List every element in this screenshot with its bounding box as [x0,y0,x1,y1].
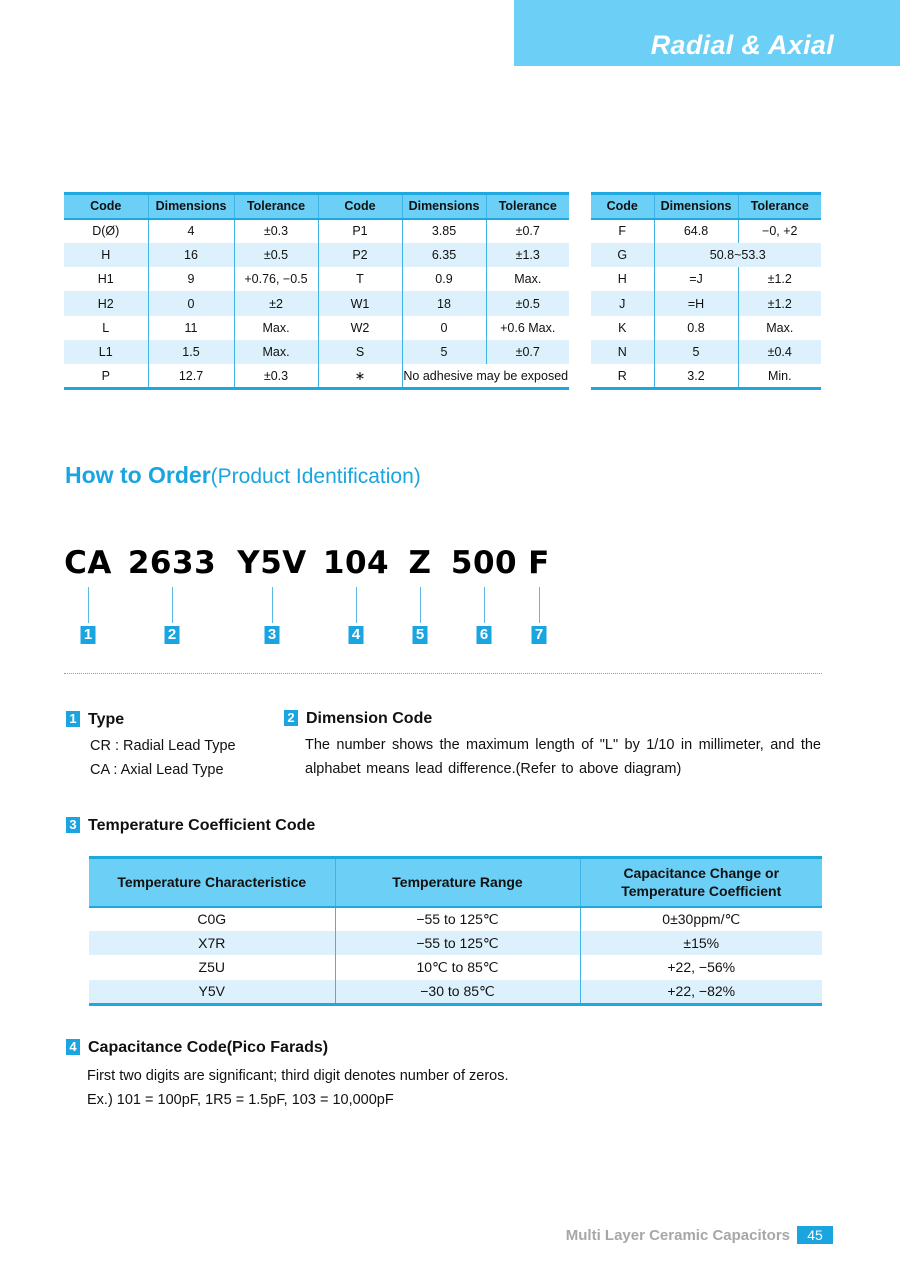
col-header: Code [64,194,148,219]
dimension-code-heading: 2 Dimension Code [284,710,432,728]
col-header: Code [318,194,402,219]
dimension-table-1 [64,192,569,390]
connector-line [484,587,485,623]
connector-line [172,587,173,623]
capacitance-code-heading: 4 Capacitance Code(Pico Farads) [66,1039,328,1057]
type-heading: 1 Type [66,711,124,729]
part-number-badge: 5 [413,626,428,644]
col-header: Temperature Range [335,858,580,907]
page-number: 45 [797,1226,833,1244]
code-part-tolerance: Z [408,545,432,581]
table-row: H2 0 ±2 W1 18 ±0.5 [64,291,569,315]
table-row: N 5 ±0.4 [591,340,821,364]
table-row: Z5U 10℃ to 85℃ +22, −56% [89,955,822,979]
table-row: P 12.7 ±0.3 ∗ No adhesive may be exposed [64,364,569,388]
table-row: J =H ±1.2 [591,291,821,315]
col-header: Code [591,194,654,219]
table-row: C0G −55 to 125℃ 0±30ppm/℃ [89,907,822,931]
table-row: X7R −55 to 125℃ ±15% [89,931,822,955]
connector-line [88,587,89,623]
table-row: D(Ø) 4 ±0.3 P1 3.85 ±0.7 [64,219,569,243]
table-row: F 64.8 −0, +2 [591,219,821,243]
table-row: G 50.8~53.3 [591,243,821,267]
col-header: Dimensions [654,194,738,219]
col-header: Dimensions [148,194,234,219]
col-header: Tolerance [486,194,569,219]
col-header: Capacitance Change or Temperature Coefficient [580,858,822,907]
table-row: R 3.2 Min. [591,364,821,388]
code-part-type: CA [64,545,112,581]
table-row: H =J ±1.2 [591,267,821,291]
connector-line [272,587,273,623]
connector-line [356,587,357,623]
part-number-example [0,545,900,585]
col-header: Tolerance [738,194,821,219]
how-to-order-title: How to Order(Product Identification) [65,462,421,488]
header-banner [514,0,900,66]
part-number-badge: 3 [265,626,280,644]
type-description: CR : Radial Lead Type CA : Axial Lead Type [90,738,236,778]
part-number-badge: 6 [477,626,492,644]
dotted-divider [64,673,822,674]
code-part-dimension: 2633 [127,545,217,581]
table-row: K 0.8 Max. [591,316,821,340]
part-number-badge: 1 [81,626,96,644]
dimension-table-2 [591,192,821,390]
section-number-badge: 1 [66,711,80,727]
col-header: Temperature Characteristice [89,858,335,907]
section-number-badge: 3 [66,817,80,833]
section-number-badge: 2 [284,710,298,726]
page-category-title: Radial & Axial [650,30,834,60]
note-cell: No adhesive may be exposed [402,364,569,388]
table-row: L1 1.5 Max. S 5 ±0.7 [64,340,569,364]
connector-line [420,587,421,623]
temperature-coefficient-table [89,856,822,1006]
section-number-badge: 4 [66,1039,80,1055]
temp-coef-heading: 3 Temperature Coefficient Code [66,817,315,835]
table-row: H 16 ±0.5 P2 6.35 ±1.3 [64,243,569,267]
dimension-code-description: The number shows the maximum length of "L" by 1/10 in millimeter, and the alphabet means lead difference.(Refer to above diagram) [305,737,821,777]
part-number-badge: 2 [165,626,180,644]
part-number-badge: 4 [349,626,364,644]
col-header: Tolerance [234,194,318,219]
col-header: Dimensions [402,194,486,219]
connector-line [539,587,540,623]
code-part-packaging: F [528,545,550,581]
capacitance-code-description: First two digits are significant; third digit denotes number of zeros. Ex.) 101 = 100pF, 1R5 = 1.5pF, 103 = 10,000pF [87,1068,509,1108]
code-part-temp-coef: Y5V [237,545,307,581]
code-part-voltage: 500 [450,545,518,581]
table-row: Y5V −30 to 85℃ +22, −82% [89,980,822,1004]
footer-product-line: Multi Layer Ceramic Capacitors [565,1227,790,1244]
table-row: L 11 Max. W2 0 +0.6 Max. [64,316,569,340]
table-row: H1 9 +0.76, −0.5 T 0.9 Max. [64,267,569,291]
part-number-badge: 7 [532,626,547,644]
code-part-capacitance: 104 [322,545,390,581]
